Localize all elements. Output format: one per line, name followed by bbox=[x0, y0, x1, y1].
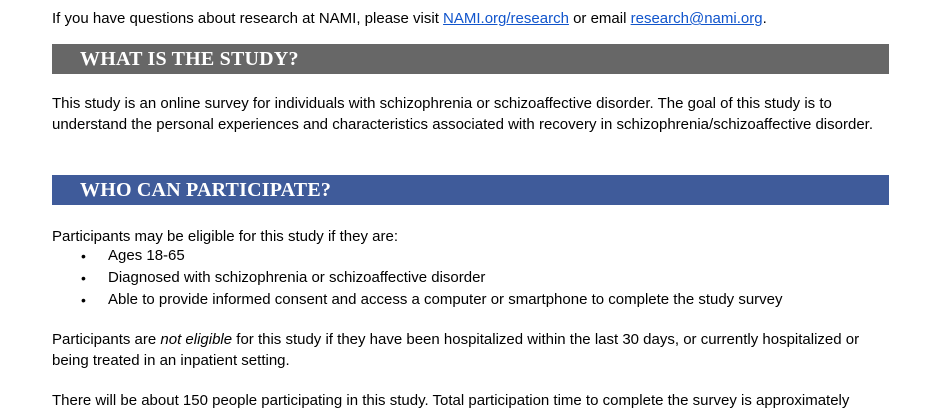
ineligibility-emphasis: not eligible bbox=[160, 331, 233, 348]
contact-prefix: If you have questions about research at NAMI, please visit bbox=[52, 10, 444, 27]
contact-line bbox=[52, 8, 912, 29]
ineligibility-statement bbox=[52, 329, 892, 371]
criterion-text: Ages 18-65 bbox=[108, 247, 185, 264]
study-section-heading: WHAT IS THE STUDY? bbox=[52, 44, 889, 74]
list-item bbox=[52, 289, 892, 311]
participate-section-heading: WHO CAN PARTICIPATE? bbox=[52, 175, 889, 205]
list-item bbox=[52, 245, 892, 267]
eligibility-intro: Participants may be eligible for this study if they are: bbox=[52, 228, 398, 245]
contact-suffix: . bbox=[762, 10, 767, 27]
ineligibility-suffix: for this study if they have been hospitalized within the last 30 days, or currently hospitalized or being treated in an inpatient setting. bbox=[52, 331, 860, 369]
bullet-icon: • bbox=[81, 248, 86, 264]
bullet-icon: • bbox=[81, 292, 86, 308]
list-item bbox=[52, 267, 892, 289]
research-page-link[interactable]: NAMI.org/research bbox=[443, 10, 569, 27]
research-email-link[interactable]: research@nami.org bbox=[630, 10, 763, 27]
ineligibility-prefix: Participants are bbox=[52, 331, 161, 348]
eligibility-criteria-list bbox=[52, 245, 892, 311]
participation-details-partial: There will be about 150 people participating in this study. Total participation time to complete the survey is approximately bbox=[52, 392, 850, 409]
contact-middle: or email bbox=[568, 10, 631, 27]
bullet-icon: • bbox=[81, 270, 86, 286]
study-description: This study is an online survey for individuals with schizophrenia or schizoaffective disorder. The goal of this study is to understand the personal experiences and characteristics associated with recovery in schizophrenia/schizoaffective disorder. bbox=[52, 95, 874, 133]
criterion-text: Able to provide informed consent and access a computer or smartphone to complete the study survey bbox=[108, 291, 783, 308]
criterion-text: Diagnosed with schizophrenia or schizoaffective disorder bbox=[108, 269, 486, 286]
